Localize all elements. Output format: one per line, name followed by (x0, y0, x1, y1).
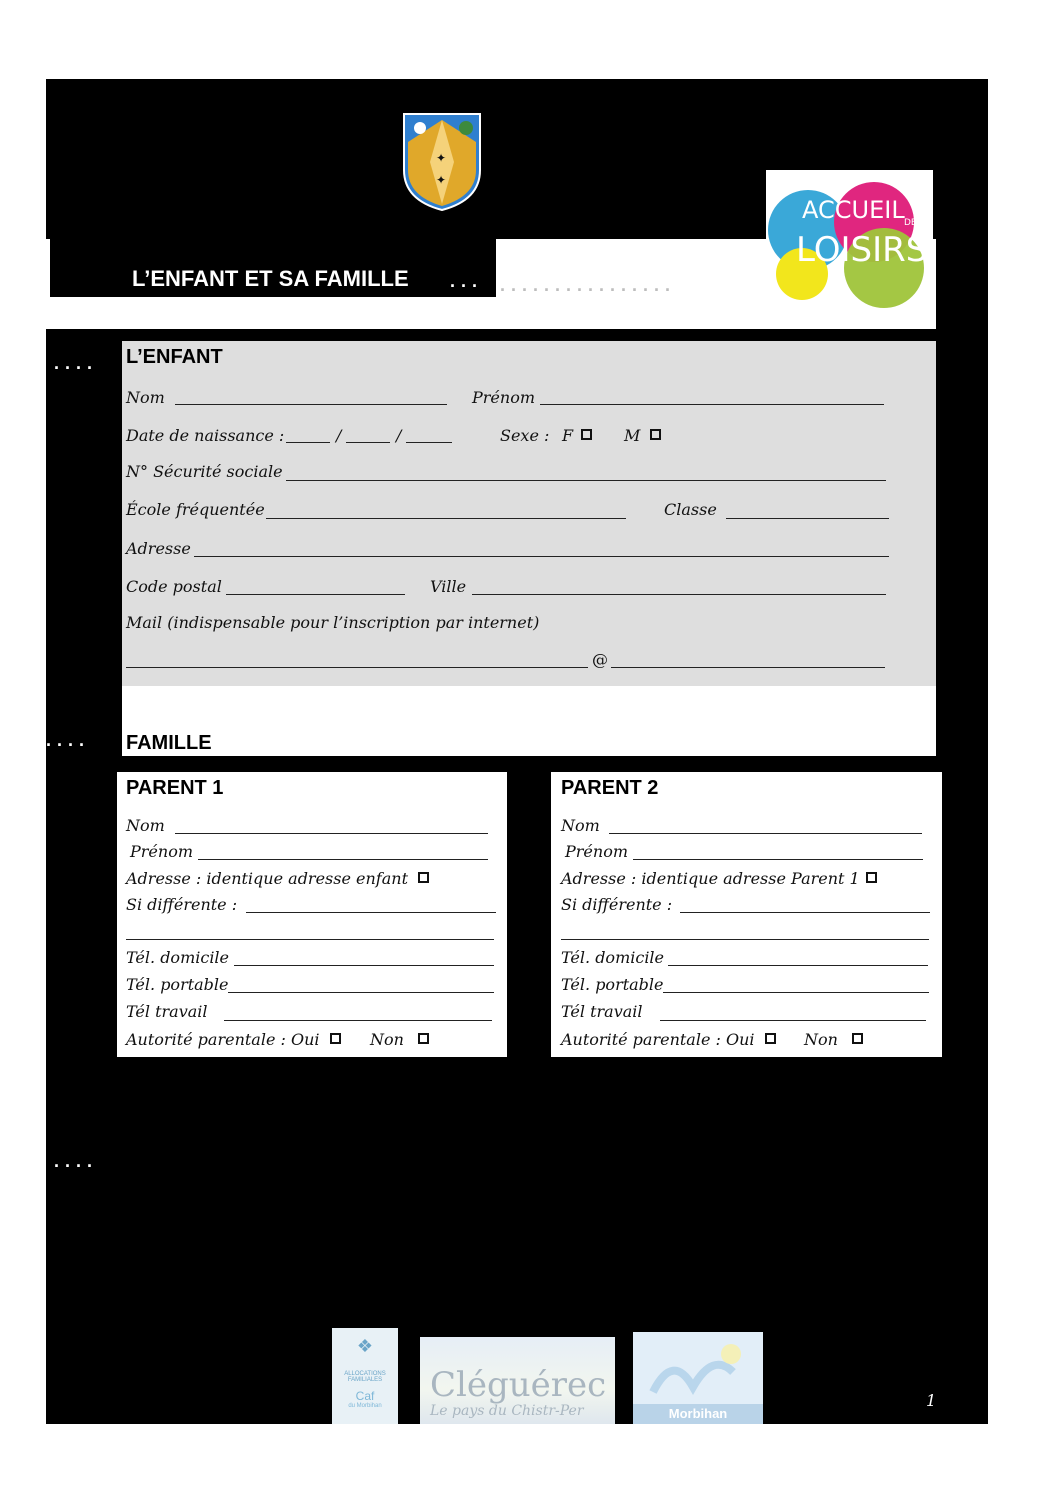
title-dots: ... (450, 271, 484, 291)
secu-label: N° Sécurité sociale (126, 462, 283, 481)
nom-label: Nom (126, 388, 165, 407)
parent2-autorite-oui-checkbox[interactable] (765, 1033, 776, 1044)
mail-user-field[interactable] (126, 667, 588, 668)
sexe-f-checkbox[interactable] (581, 429, 592, 440)
code-postal-field[interactable] (226, 594, 405, 595)
ecole-field[interactable] (266, 518, 626, 519)
classe-field[interactable] (726, 518, 889, 519)
parent1-tel-dom-field[interactable] (234, 965, 494, 966)
parent1-tel-port-field[interactable] (228, 992, 494, 993)
parent2-autorite-label: Autorité parentale : Oui (561, 1030, 755, 1049)
famille-header-panel (122, 686, 936, 756)
parent2-autorite-non-checkbox[interactable] (852, 1033, 863, 1044)
ecole-label: École fréquentée (126, 500, 265, 519)
parent2-tel-port-label: Tél. portable (561, 975, 664, 994)
coat-of-arms-logo (400, 112, 484, 212)
section-dots-famille: .... (46, 730, 91, 750)
date-naissance-label: Date de naissance : (126, 426, 285, 445)
page-title: L’ENFANT ET SA FAMILLE (132, 266, 409, 291)
parent1-autorite-non-checkbox[interactable] (418, 1033, 429, 1044)
nom-field[interactable] (175, 404, 447, 405)
parent1-autorite-label: Autorité parentale : Oui (126, 1030, 320, 1049)
parent1-title: PARENT 1 (126, 777, 224, 799)
parent1-adresse-label: Adresse : identique adresse enfant (126, 869, 408, 888)
birth-day-field[interactable] (286, 442, 330, 443)
parent1-tel-dom-label: Tél. domicile (126, 948, 230, 967)
sexe-m-label: M (624, 426, 641, 445)
parent2-tel-dom-field[interactable] (668, 965, 928, 966)
morbihan-logo: Morbihan (633, 1332, 763, 1424)
parent1-adresse-checkbox[interactable] (418, 872, 429, 883)
sexe-label: Sexe : (500, 426, 550, 445)
section-dots-3: .... (54, 1151, 99, 1171)
family-icon: ❖ (356, 1336, 374, 1356)
parent1-prenom-label: Prénom (130, 842, 193, 861)
ville-field[interactable] (472, 594, 886, 595)
parent2-adresse-field[interactable] (680, 912, 930, 913)
adresse-field[interactable] (194, 556, 889, 557)
parent1-tel-port-label: Tél. portable (126, 975, 229, 994)
parent2-prenom-label: Prénom (565, 842, 628, 861)
parent2-adresse-field-2[interactable] (561, 939, 929, 940)
mail-label: Mail (indispensable pour l’inscription par internet) (126, 613, 540, 632)
parent1-nom-label: Nom (126, 816, 165, 835)
svg-text:✦: ✦ (436, 173, 447, 187)
birth-month-field[interactable] (346, 442, 390, 443)
parent2-prenom-field[interactable] (633, 859, 923, 860)
parent1-adresse-field[interactable] (246, 912, 496, 913)
prenom-label: Prénom (472, 388, 535, 407)
classe-label: Classe (664, 500, 717, 519)
parent1-tel-trav-field[interactable] (224, 1020, 492, 1021)
parent1-si-diff-label: Si différente : (126, 895, 238, 914)
svg-text:✦: ✦ (436, 151, 447, 165)
cleguerec-logo: Cléguérec Le pays du Chistr-Per (420, 1337, 615, 1424)
accueil-loisirs-logo: ACCUEIL DE LOISIRS (766, 170, 933, 310)
parent1-tel-trav-label: Tél travail (126, 1002, 208, 1021)
parent1-autorite-oui-checkbox[interactable] (330, 1033, 341, 1044)
section-dots-enfant: .... (54, 353, 99, 373)
parent2-non-label: Non (804, 1030, 838, 1049)
title-dots-gray: ................ (500, 275, 677, 295)
code-postal-label: Code postal (126, 577, 222, 596)
page-number: 1 (926, 1391, 937, 1410)
adresse-label: Adresse (126, 539, 191, 558)
parent2-adresse-checkbox[interactable] (866, 872, 877, 883)
parent2-nom-label: Nom (561, 816, 600, 835)
mail-at-sign: @ (592, 650, 608, 669)
parent1-nom-field[interactable] (175, 833, 488, 834)
mail-domain-field[interactable] (611, 667, 885, 668)
secu-field[interactable] (286, 480, 886, 481)
parent2-tel-dom-label: Tél. domicile (561, 948, 665, 967)
enfant-section-title: L’ENFANT (126, 346, 223, 368)
parent2-adresse-label: Adresse : identique adresse Parent 1 (561, 869, 860, 888)
parent1-adresse-field-2[interactable] (126, 939, 494, 940)
parent1-non-label: Non (370, 1030, 404, 1049)
parent1-prenom-field[interactable] (198, 859, 488, 860)
parent2-tel-trav-field[interactable] (660, 1020, 926, 1021)
caf-logo: ❖ ALLOCATIONS FAMILIALES Caf du Morbihan (332, 1328, 398, 1424)
parent2-si-diff-label: Si différente : (561, 895, 673, 914)
birth-year-field[interactable] (406, 442, 452, 443)
ville-label: Ville (430, 577, 467, 596)
parent2-title: PARENT 2 (561, 777, 659, 799)
parent2-tel-trav-label: Tél travail (561, 1002, 643, 1021)
prenom-field[interactable] (540, 404, 884, 405)
sexe-f-label: F (562, 426, 574, 445)
parent2-nom-field[interactable] (609, 833, 922, 834)
famille-section-title: FAMILLE (126, 732, 212, 754)
parent2-tel-port-field[interactable] (663, 992, 929, 993)
sexe-m-checkbox[interactable] (650, 429, 661, 440)
